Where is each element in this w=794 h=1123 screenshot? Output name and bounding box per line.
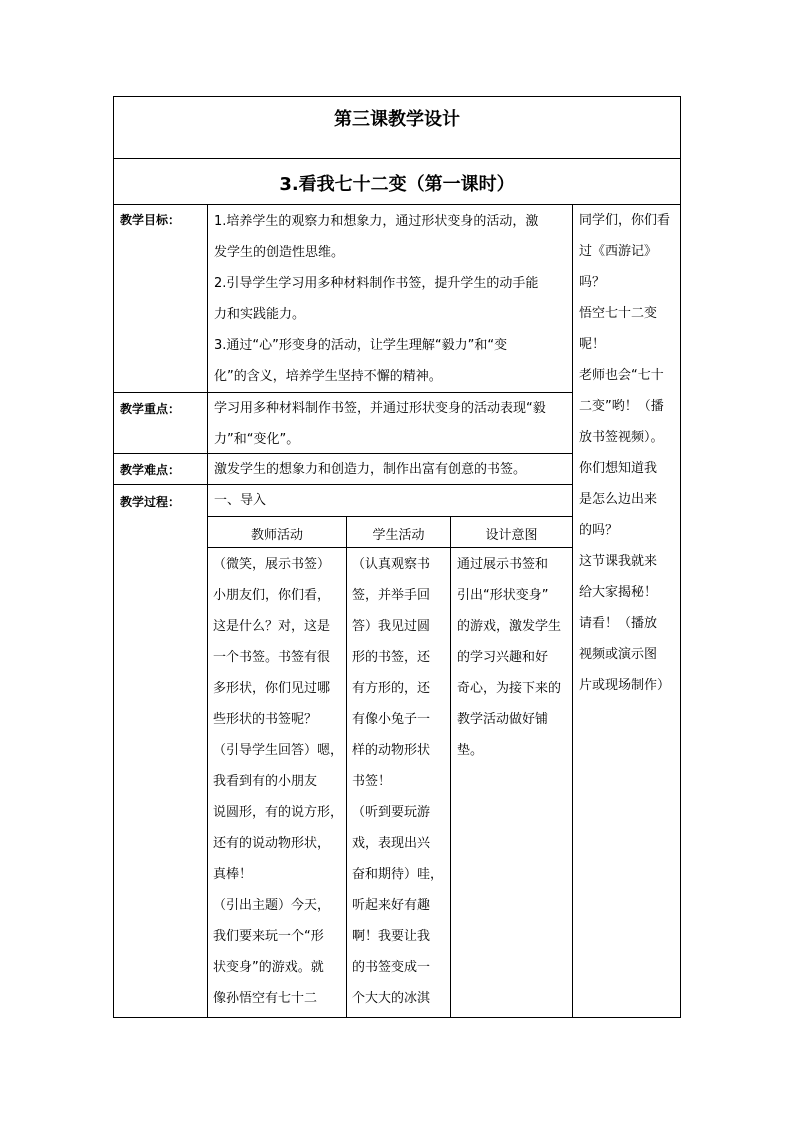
design-line: 引出“形状变身” [457,588,549,603]
teacher-line: （引导学生回答）嗯， [213,743,344,758]
student-line: 样的动物形状 [352,743,431,758]
goal-line: 1.培养学生的观察力和想象力，通过形状变身的活动，激 [214,214,539,229]
teacher-line: 小朋友们，你们看， [213,588,331,603]
focus-label: 教学重点： [120,402,181,416]
lesson-subtitle: 3.看我七十二变（第一课时） [279,174,515,195]
student-line: 答）我见过圆 [352,619,431,634]
teacher-line: 多形状，你们见过哪 [213,681,331,696]
student-line: 啊！我要让我 [352,929,431,944]
side-line: 你们想知道我 [579,461,658,476]
goal-line: 2.引导学生学习用多种材料制作书签，提升学生的动手能 [214,276,539,291]
col-header-student: 学生活动 [372,528,425,543]
col-divider-teacher [346,516,347,1018]
teacher-line: 状变身”的游戏。就 [213,960,324,975]
teacher-line: 我看到有的小朋友 [213,774,318,789]
side-notes [579,205,679,701]
col-header-teacher: 教师活动 [250,528,303,543]
design-line: 教学活动做好铺 [457,712,549,727]
side-line: 悟空七十二变 [579,306,658,321]
row-divider-header [207,547,573,548]
table-border-bottom [113,1017,681,1018]
teacher-line: （引出主题）今天， [213,898,331,913]
table-border-right [680,96,681,1018]
col-divider-side [572,204,573,1018]
design-line: 奇心，为接下来的 [457,681,562,696]
teacher-line: 这是什么？对，这是 [213,619,331,634]
student-line: 奋和期待）哇， [352,867,444,882]
focus-line: 学习用多种材料制作书签，并通过形状变身的活动表现“毅 [214,401,546,416]
side-line: 给大家揭秘！ [579,585,658,600]
student-line: 书签！ [352,774,392,789]
row-divider-title [113,158,681,159]
side-line: 这节课我就来 [579,554,658,569]
student-line: 个大大的冰淇 [352,991,431,1006]
side-line: 同学们，你们看 [579,213,671,228]
table-border-left [113,96,114,1018]
side-line: 二变”哟！（播 [579,399,664,414]
process-label: 教学过程： [120,495,181,509]
design-line: 垫。 [457,743,484,758]
side-line: 片或现场制作） [579,678,671,693]
student-line: 听起来好有趣 [352,898,431,913]
goal-line: 3.通过“心”形变身的活动，让学生理解“毅力”和“变 [214,338,508,353]
col-divider-label [207,204,208,1018]
teacher-line: 一个书签。书签有很 [213,650,331,665]
side-line: 是怎么边出来 [579,492,658,507]
teacher-line: 像孙悟空有七十二 [213,991,318,1006]
col-header-design: 设计意图 [485,528,538,543]
section-heading: 一、导入 [214,493,267,508]
col-divider-student [450,516,451,1018]
teacher-line: 真棒！ [213,867,253,882]
teacher-line: 还有的说动物形状， [213,836,331,851]
teacher-line: 些形状的书签呢？ [213,712,318,727]
design-line: 通过展示书签和 [457,557,549,572]
focus-line: 力”和“变化”。 [214,432,300,447]
side-line: 放书签视频）。 [579,430,664,445]
design-line: 的游戏，激发学生 [457,619,562,634]
difficulty-label: 教学难点： [120,463,181,477]
design-intent [457,549,572,766]
student-line: 的书签变成一 [352,960,431,975]
student-line: 戏，表现出兴 [352,836,431,851]
side-line: 呢！ [579,337,606,352]
student-line: 签，并举手回 [352,588,431,603]
student-line: 有方形的，还 [352,681,431,696]
design-line: 的学习兴趣和好 [457,650,549,665]
table-border-top [113,96,681,97]
difficulty-content: 激发学生的想象力和创造力，制作出富有创意的书签。 [214,462,527,477]
teacher-line: 我们要来玩一个“形 [213,929,324,944]
student-line: 有像小兔子一 [352,712,431,727]
side-line: 过《西游记》吗？ [579,244,658,290]
side-line: 请看！（播放 [579,616,658,631]
side-line: 的吗？ [579,523,619,538]
side-line: 老师也会“七十 [579,368,664,383]
goal-line: 力和实践能力。 [214,307,306,322]
student-line: （听到要玩游 [352,805,431,820]
goals-label: 教学目标： [120,213,181,227]
student-line: （认真观察书 [352,557,431,572]
row-divider-section [207,516,573,517]
focus-content [214,393,570,455]
doc-title: 第三课教学设计 [334,109,460,130]
student-line: 形的书签，还 [352,650,431,665]
teacher-line: （微笑，展示书签） [213,557,331,572]
side-line: 视频或演示图 [579,647,658,662]
goal-line: 化”的含义，培养学生坚持不懈的精神。 [214,369,442,384]
teacher-activity [213,549,345,1014]
goal-line: 发学生的创造性思维。 [214,245,345,260]
student-activity [352,549,450,1014]
goals-content [214,206,570,392]
teacher-line: 说圆形，有的说方形， [213,805,344,820]
